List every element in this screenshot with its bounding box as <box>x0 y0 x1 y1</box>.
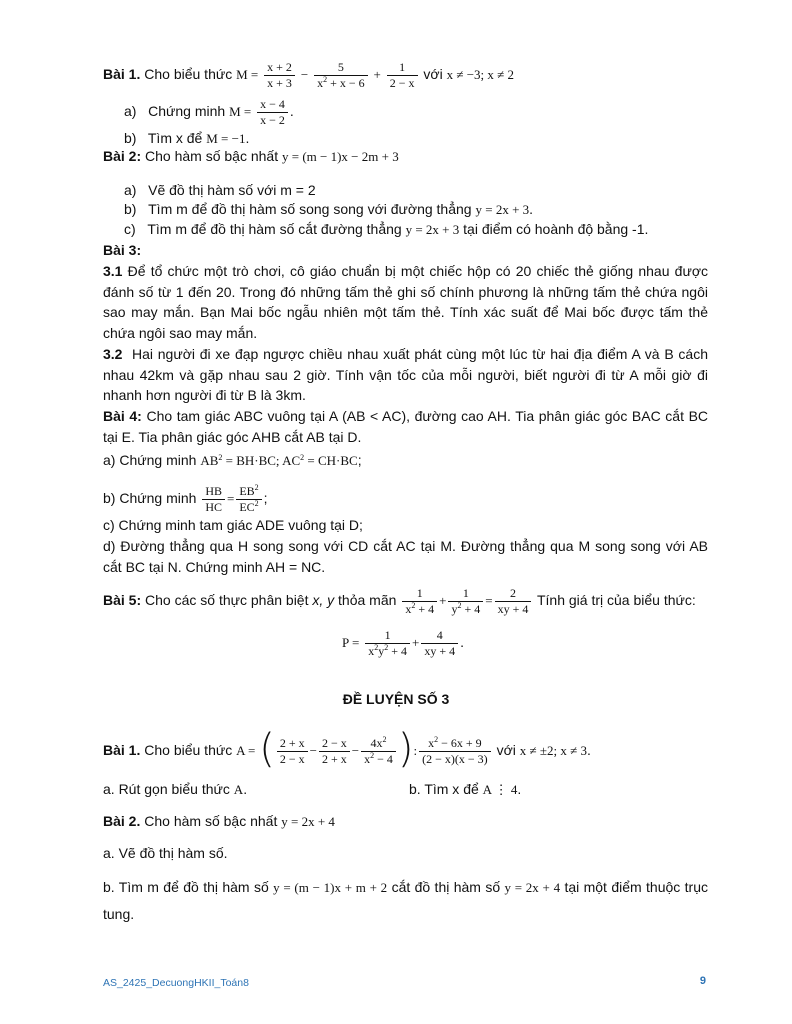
fraction: $\frac{1}{y^2 + 4}$ <box>448 586 483 617</box>
b1-statement: Bài 1. Cho biểu thức M = $\frac{x + 2}{x + 3}$ − $\frac{5}{x^2 + x - 6}$ + $\frac{1}{2 - x}$ với x ≠ −3; x ≠ 2 <box>103 60 515 90</box>
b2-part-a: a) Vẽ đồ thị hàm số với m = 2 <box>124 182 316 198</box>
de3-b1-statement: Bài 1. Cho biểu thức A = ( $\frac{2 + x}{2 - x}$ − $\frac{2 - x}{2 + x}$ − $\frac{4x^2}{x^2 - 4}$ ): $\frac{x^2 - 6x + 9}{(2 - x)(x - 3)}$ với x ≠ ±2; x ≠ 3. <box>103 725 591 772</box>
de3-b2-part-a: a. Vẽ đồ thị hàm số. <box>103 845 228 861</box>
b4-part-d: d) Đường thẳng qua H song song với CD cắt AC tại M. Đường thẳng qua M song song với AB cắt BC tại N. Chứng minh AH = NC. <box>103 538 708 575</box>
fraction: $\frac{x + 2}{x + 3}$ <box>264 60 295 91</box>
fraction: $\frac{4}{xy + 4}$ <box>421 628 458 659</box>
fraction: $\frac{x^2 - 6x + 9}{(2 - x)(x - 3)}$ <box>419 736 491 767</box>
b2-part-b: b) Tìm m để đồ thị hàm số song song với đường thẳng y = 2x + 3. <box>124 201 534 217</box>
fraction: $\frac{5}{x^2 + x - 6}$ <box>314 60 368 91</box>
b1-label: Bài 1. <box>103 66 141 83</box>
b4-part-c: c) Chứng minh tam giác ADE vuông tại D; <box>103 517 363 533</box>
b5-label: Bài 5: <box>103 592 142 609</box>
b1-part-b: b) Tìm x để M = −1. <box>124 130 250 146</box>
fraction: $\frac{1}{x^2 + 4}$ <box>402 586 437 617</box>
de3-b2-part-b: b. Tìm m để đồ thị hàm số y = (m − 1)x + m + 2 cắt đồ thị hàm số y = 2x + 4 tại một điểm thuộc trục tung. <box>103 879 708 922</box>
fraction: $\frac{x - 4}{x - 2}$ <box>257 97 288 128</box>
b4-statement: Bài 4: Cho tam giác ABC vuông tại A (AB < AC), đường cao AH. Tia phân giác góc BAC cắt BC tại E. Tia phân giác góc AHB cắt AB tại D. <box>103 408 709 445</box>
de3-b1-part-a: a. Rút gọn biểu thức A. <box>103 781 248 797</box>
b2-label: Bài 2: <box>103 148 142 164</box>
de3-b2-label: Bài 2. <box>103 813 141 829</box>
b3-part-1: 3.1 Để tổ chức một trò chơi, cô giáo chuẩn bị một chiếc hộp có 20 chiếc thẻ giống nhau được đánh số từ 1 đến 20. Trong đó những tấm thẻ ghi số chính phương là những tấm thẻ chứa ngôi sao may mắn. Bạn Mai bốc ngẫu nhiên một tấm thẻ. Tính xác suất để Mai bốc được tấm thẻ chứa ngôi sao may mắn. <box>103 263 708 341</box>
b4-label: Bài 4: <box>103 408 142 424</box>
b3-part-2: 3.2 Hai người đi xe đạp ngược chiều nhau xuất phát cùng một lúc từ hai địa điểm A và B cách nhau 42km và gặp nhau sau 2 giờ. Tính vận tốc của mỗi người, biết người đi từ A mỗi giờ đi nhanh hơn người đi từ B là 3km. <box>103 346 709 403</box>
fraction: $\frac{1}{2 - x}$ <box>387 60 418 91</box>
footer-doc-name: AS_2425_DecuongHKII_Toán8 <box>103 977 249 989</box>
page-number: 9 <box>699 975 706 987</box>
fraction: $\frac{2 - x}{2 + x}$ <box>319 736 350 767</box>
b3-label: Bài 3: <box>103 242 142 258</box>
b5-statement: Bài 5: Cho các số thực phân biệt x, y thỏa mãn $\frac{1}{x^2 + 4}$ + $\frac{1}{y^2 + 4}$ = $\frac{2}{xy + 4}$ Tính giá trị của biểu thức: <box>103 586 696 616</box>
fraction: $\frac{2}{xy + 4}$ <box>495 586 532 617</box>
b4-part-a: a) Chứng minh $AB^2 = BH\cdot BC$; $AC^2 = CH\cdot BC$; <box>103 452 362 468</box>
b1-part-a: a) Chứng minh M = $\frac{x - 4}{x - 2}$ . <box>124 97 294 127</box>
de3-b1-part-b: b. Tìm x để A ⋮ 4. <box>409 781 522 797</box>
fraction: $\frac{EB^2}{EC^2}$ <box>236 484 261 515</box>
de3-b2-statement: Bài 2. Cho hàm số bậc nhất y = 2x + 4 <box>103 813 335 829</box>
b2-part-c: c) Tìm m để đồ thị hàm số cắt đường thẳng y = 2x + 3 tại điểm có hoành độ bằng -1. <box>124 221 649 237</box>
fraction: $\frac{2 + x}{2 - x}$ <box>277 736 308 767</box>
fraction: $\frac{HB}{HC}$ <box>202 484 225 515</box>
fraction: $\frac{4x^2}{x^2 - 4}$ <box>361 736 396 767</box>
fraction: $\frac{1}{x^2y^2 + 4}$ <box>365 628 410 659</box>
b5-expression: P = $\frac{1}{x^2y^2 + 4}$ + $\frac{4}{xy + 4}$ . <box>342 628 465 658</box>
b2-statement: Bài 2: Cho hàm số bậc nhất y = (m − 1)x − 2m + 3 <box>103 148 399 164</box>
b4-part-b: b) Chứng minh $\frac{HB}{HC}$ = $\frac{EB^2}{EC^2}$ ; <box>103 483 268 514</box>
section-title: ĐỀ LUYỆN SỐ 3 <box>342 691 450 707</box>
de3-b1-label: Bài 1. <box>103 742 141 759</box>
